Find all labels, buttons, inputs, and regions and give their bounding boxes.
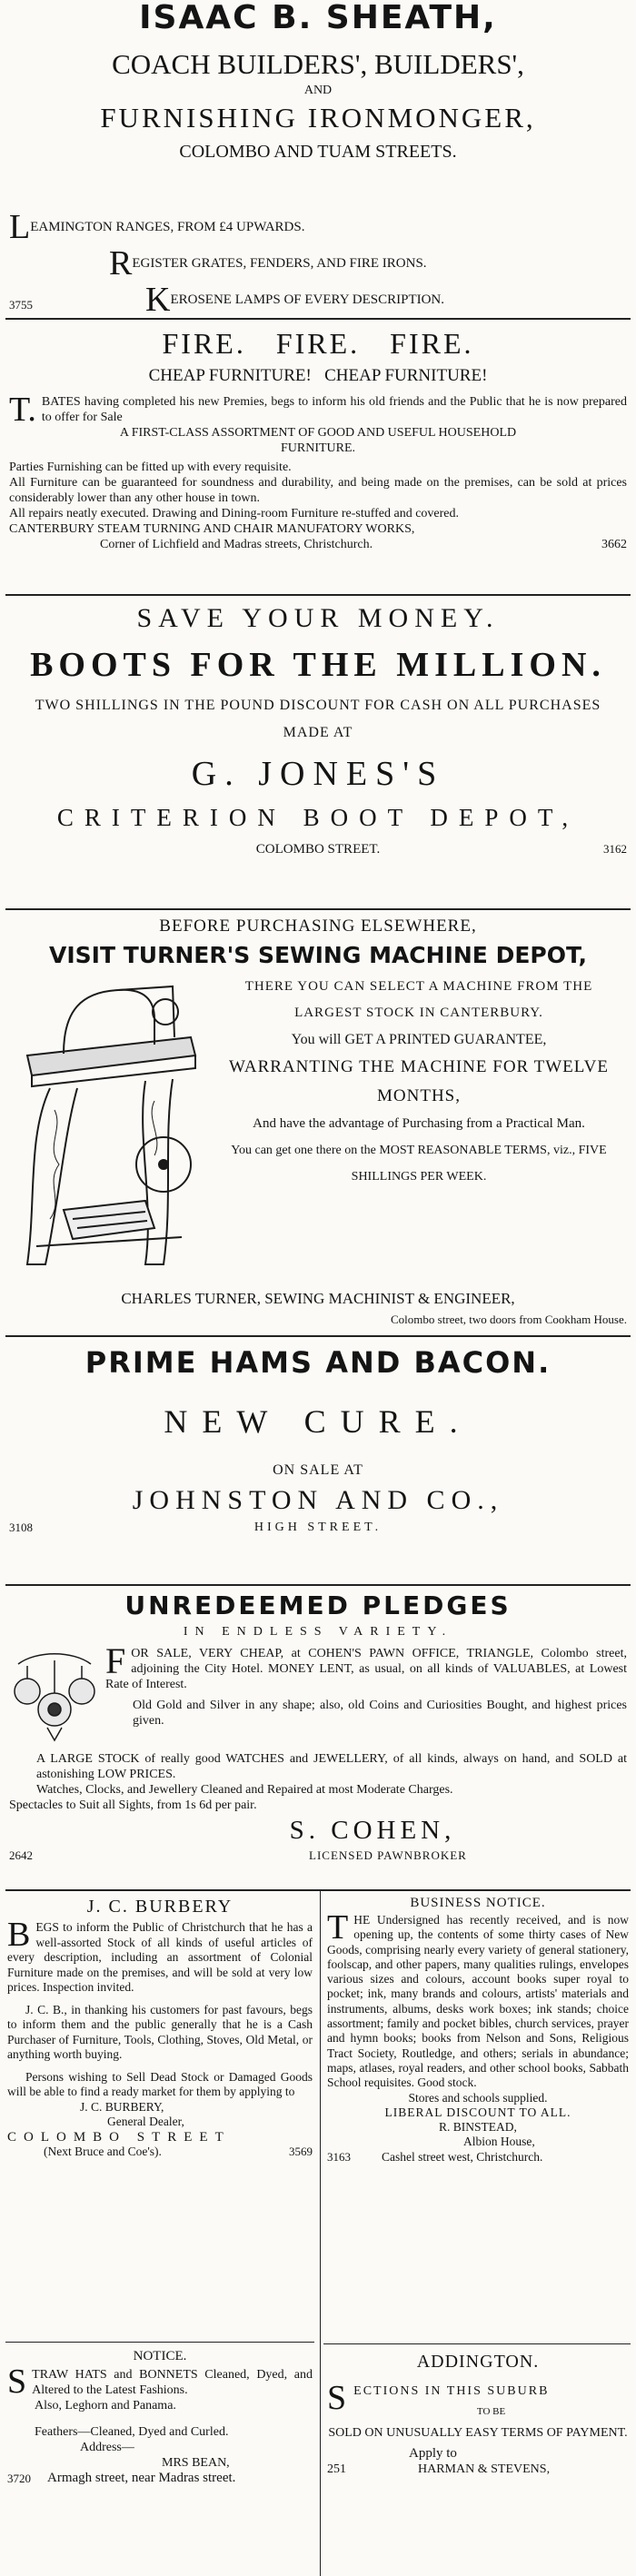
- jewellery-illustration: [9, 1646, 100, 1746]
- jones-boots: BOOTS FOR THE MILLION.: [30, 646, 606, 684]
- addington-p2: TO BE: [476, 2406, 506, 2417]
- binstead-s1: R. BINSTEAD,: [439, 2120, 517, 2135]
- hams-title: PRIME HAMS AND BACON.: [84, 1345, 552, 1380]
- cohen-p4: Watches, Clocks, and Jewellery Cleaned and Repaired at most Moderate Charges.: [36, 1783, 453, 1797]
- divider: [5, 908, 631, 910]
- burbery-ad: [7, 1893, 313, 2160]
- cohen-title: UNREDEEMED PLEDGES: [124, 1590, 512, 1620]
- burbery-ref: 3569: [289, 2145, 313, 2158]
- cohen-body2: [9, 1751, 627, 1866]
- divider: [5, 594, 631, 596]
- hams-ad: [9, 1342, 627, 1537]
- binstead-p2: Stores and schools supplied.: [408, 2090, 548, 2105]
- cohen-name: S. COHEN,: [289, 1816, 456, 1845]
- cohen-licensed: LICENSED PAWNBROKER: [309, 1848, 467, 1862]
- sheath-item2: EGISTER GRATES, FENDERS, AND FIRE IRONS.: [132, 256, 427, 271]
- cohen-p5: Spectacles to Suit all Sights, from 1s 6d per pair.: [9, 1798, 257, 1812]
- bean-p3: Feathers—Cleaned, Dyed and Curled.: [35, 2425, 229, 2439]
- addington-ad: [327, 2347, 629, 2478]
- bean-p2: Also, Leghorn and Panama.: [35, 2399, 176, 2413]
- burbery-s2: General Dealer,: [107, 2115, 184, 2128]
- bean-cap: S: [7, 2363, 27, 2401]
- bean-p1: TRAW HATS and BONNETS Cleaned, Dyed, and Altered to the Latest Fashions.: [32, 2368, 313, 2397]
- binstead-p3: LIBERAL DISCOUNT TO ALL.: [384, 2105, 571, 2119]
- hams-street: HIGH STREET.: [253, 1521, 383, 1534]
- turner-t5: You can get one there on the MOST REASONABLE TERMS, viz., FIVE SHILLINGS PER WEEK.: [231, 1144, 607, 1184]
- divider: [5, 2342, 314, 2343]
- sheath-address: COLOMBO AND TUAM STREETS.: [179, 142, 457, 162]
- turner-t3: WARRANTING THE MACHINE FOR TWELVE MONTHS,: [229, 1057, 609, 1105]
- jones-depot: CRITERION BOOT DEPOT,: [56, 804, 580, 831]
- binstead-ref: 3163: [327, 2149, 351, 2164]
- burbery-cap: B: [7, 1916, 31, 1954]
- fire-p4: All Furniture can be guaranteed for soundness and durability, and being made on the premises, can be sold at prices considerably lower than any other house in town.: [9, 476, 627, 505]
- sheath-line2: FURNISHING IRONMONGER,: [100, 102, 536, 134]
- cohen-ad: [9, 1588, 627, 1640]
- fire-p5: All repairs neatly executed. Drawing and Dining-room Furniture re-stuffed and covered.: [9, 507, 460, 520]
- bean-title: NOTICE.: [133, 2349, 187, 2363]
- turner-t1: THERE YOU CAN SELECT A MACHINE FROM THE LARGEST STOCK IN CANTERBURY.: [244, 979, 593, 1020]
- jones-street: COLOMBO STREET.: [255, 842, 381, 857]
- cohen-body: [105, 1640, 627, 1729]
- sheath-line1: COACH BUILDERS', BUILDERS',: [112, 48, 524, 80]
- bean-ref: 3720: [7, 2472, 31, 2485]
- fire-p3: Parties Furnishing can be fitted up with every requisite.: [9, 461, 292, 474]
- binstead-p1: HE Undersigned has recently received, and is now opening up, the contents of some thirty cases of New Goods, comprising nearly every variety of general stationery, foolscap, and other papers, many qualities rulings, envelopes various sizes and colours, account books super royal to pocket; ink, many brands and colours, artists' materials and instruments, albums, desks work boxes; ink stands; choice assortment; family and pocket bibles, church services, prayer and hymn books; books from Nelson and Sons, Religious Tract Society, Routledge, and others; serials in abundance; maps, atlases, royal readers, and other school books, Sabbath School requisites. Good stock.: [327, 1913, 629, 2090]
- sheath-ref: 3755: [9, 298, 33, 312]
- bean-p4: Address—: [80, 2441, 134, 2454]
- sheath-item1: EAMINGTON RANGES, FROM £4 UPWARDS.: [30, 220, 305, 234]
- jones-p1: TWO SHILLINGS IN THE POUND DISCOUNT FOR CASH ON ALL PURCHASES MADE AT: [35, 698, 601, 740]
- fire-body: [9, 391, 627, 552]
- turner-before: BEFORE PURCHASING ELSEWHERE,: [159, 916, 477, 936]
- hams-firm: JOHNSTON AND CO.,: [132, 1485, 504, 1515]
- sheath-cap-k: K: [145, 281, 171, 319]
- fire-p7: Corner of Lichfield and Madras streets, Christchurch.: [100, 538, 373, 551]
- bean-p6: Armagh street, near Madras street.: [47, 2471, 236, 2485]
- turner-text: [211, 974, 627, 1190]
- bean-p5: MRS BEAN,: [162, 2456, 230, 2470]
- column-divider: [320, 1889, 321, 2576]
- hams-ref: 3108: [9, 1521, 33, 1534]
- divider: [323, 2343, 631, 2344]
- divider: [5, 1584, 631, 1586]
- cohen-p3: A LARGE STOCK of really good WATCHES and JEWELLERY, of all kinds, always on hand, and SOLD at astonishing LOW PRICES.: [36, 1752, 627, 1781]
- sheath-title: ISAAC B. SHEATH,: [139, 0, 497, 36]
- divider: [5, 1889, 631, 1891]
- addington-title: ADDINGTON.: [416, 2352, 540, 2372]
- hams-sale: ON SALE AT: [273, 1462, 363, 1478]
- cohen-ref: 2642: [9, 1848, 33, 1862]
- cohen-cap: F: [105, 1640, 126, 1681]
- burbery-s3: COLOMBO STREET: [7, 2129, 231, 2145]
- burbery-s1: J. C. BURBERY,: [80, 2099, 164, 2114]
- sheath-item3: EROSENE LAMPS OF EVERY DESCRIPTION.: [170, 292, 445, 307]
- cohen-p1: OR SALE, VERY CHEAP, at COHEN'S PAWN OFFICE, TRIANGLE, Colombo street, adjoining the City Hotel. MONEY LENT, as usual, on all kinds of VALUABLES, at Lowest Rate of Interest.: [105, 1647, 627, 1691]
- sewing-machine-illustration: [9, 974, 204, 1283]
- sheath-ad: [9, 0, 627, 165]
- sheath-cap-l: L: [9, 208, 31, 246]
- burbery-p1: EGS to inform the Public of Christchurch that he has a well-assorted Stock of all kinds of useful articles of every description, including an assortment of Colonial Furniture made on the premises, and will be sold at very low prices. Inspection invited.: [7, 1920, 313, 1994]
- cohen-sub: IN ENDLESS VARIETY.: [183, 1625, 453, 1639]
- burbery-title: J. C. BURBERY: [86, 1897, 234, 1917]
- hams-cure: NEW CURE.: [164, 1403, 472, 1440]
- cohen-p2: Old Gold and Silver in any shape; also, old Coins and Curiosities Bought, and highest prices given.: [133, 1699, 627, 1728]
- addington-ref: 251: [327, 2462, 346, 2476]
- bean-ad: [7, 2345, 313, 2486]
- sheath-and: AND: [303, 84, 333, 97]
- addington-p3: SOLD ON UNUSUALLY EASY TERMS OF PAYMENT.: [328, 2426, 628, 2440]
- sheath-items: [9, 207, 627, 319]
- jones-ad: [9, 599, 627, 865]
- turner-t2: You will GET A PRINTED GUARANTEE,: [291, 1032, 547, 1047]
- fire-cap: T.: [9, 391, 36, 429]
- divider: [5, 1335, 631, 1337]
- fire-ref: 3662: [601, 538, 627, 551]
- fire-ad: [9, 323, 627, 389]
- turner-addr: Colombo street, two doors from Cookham House.: [391, 1313, 627, 1326]
- burbery-p3: Persons wishing to Sell Dead Stock or Damaged Goods will be able to find a ready market for them by applying to: [7, 2069, 313, 2098]
- binstead-ad: [327, 1893, 629, 2165]
- turner-title: VISIT TURNER'S SEWING MACHINE DEPOT,: [49, 942, 587, 968]
- jones-save: SAVE YOUR MONEY.: [136, 603, 500, 633]
- binstead-s2: Albion House,: [463, 2135, 535, 2149]
- burbery-p2: J. C. B., in thanking his customers for past favours, begs to inform them and the public generally that he is a Cash Purchaser of Furniture, Tools, Clothing, Stoves, Old Metal, or anything worth buying.: [7, 2002, 313, 2061]
- jones-ref: 3162: [603, 842, 627, 856]
- turner-ad: [9, 914, 627, 972]
- sheath-cap-r: R: [109, 244, 133, 282]
- binstead-cap: T: [327, 1908, 349, 1947]
- divider: [5, 318, 631, 320]
- fire-title: FIRE. FIRE. FIRE.: [162, 327, 474, 360]
- jones-name: G. JONES'S: [191, 755, 445, 793]
- fire-sub: CHEAP FURNITURE! CHEAP FURNITURE!: [148, 366, 488, 385]
- addington-cap: S: [327, 2379, 349, 2417]
- fire-p2: A FIRST-CLASS ASSORTMENT OF GOOD AND USEFUL HOUSEHOLD FURNITURE.: [119, 426, 517, 455]
- fire-p6: CANTERBURY STEAM TURNING AND CHAIR MANUFATORY WORKS,: [9, 522, 415, 536]
- turner-t4: And have the advantage of Purchasing from a Practical Man.: [253, 1116, 585, 1131]
- binstead-title: BUSINESS NOTICE.: [410, 1896, 546, 1910]
- addington-p4: Apply to: [409, 2446, 457, 2461]
- addington-p1: ECTIONS IN THIS SUBURB: [353, 2384, 550, 2398]
- binstead-s3: Cashel street west, Christchurch.: [382, 2149, 543, 2164]
- turner-footer: [9, 1288, 627, 1330]
- addington-firm: HARMAN & STEVENS,: [418, 2462, 551, 2476]
- turner-sig: CHARLES TURNER, SEWING MACHINIST & ENGINEER,: [121, 1290, 515, 1307]
- burbery-s4: (Next Bruce and Coe's).: [44, 2145, 162, 2158]
- fire-p1: BATES having completed his new Premies, begs to inform his old friends and the Public that he is now prepared to offer for Sale: [41, 395, 627, 424]
